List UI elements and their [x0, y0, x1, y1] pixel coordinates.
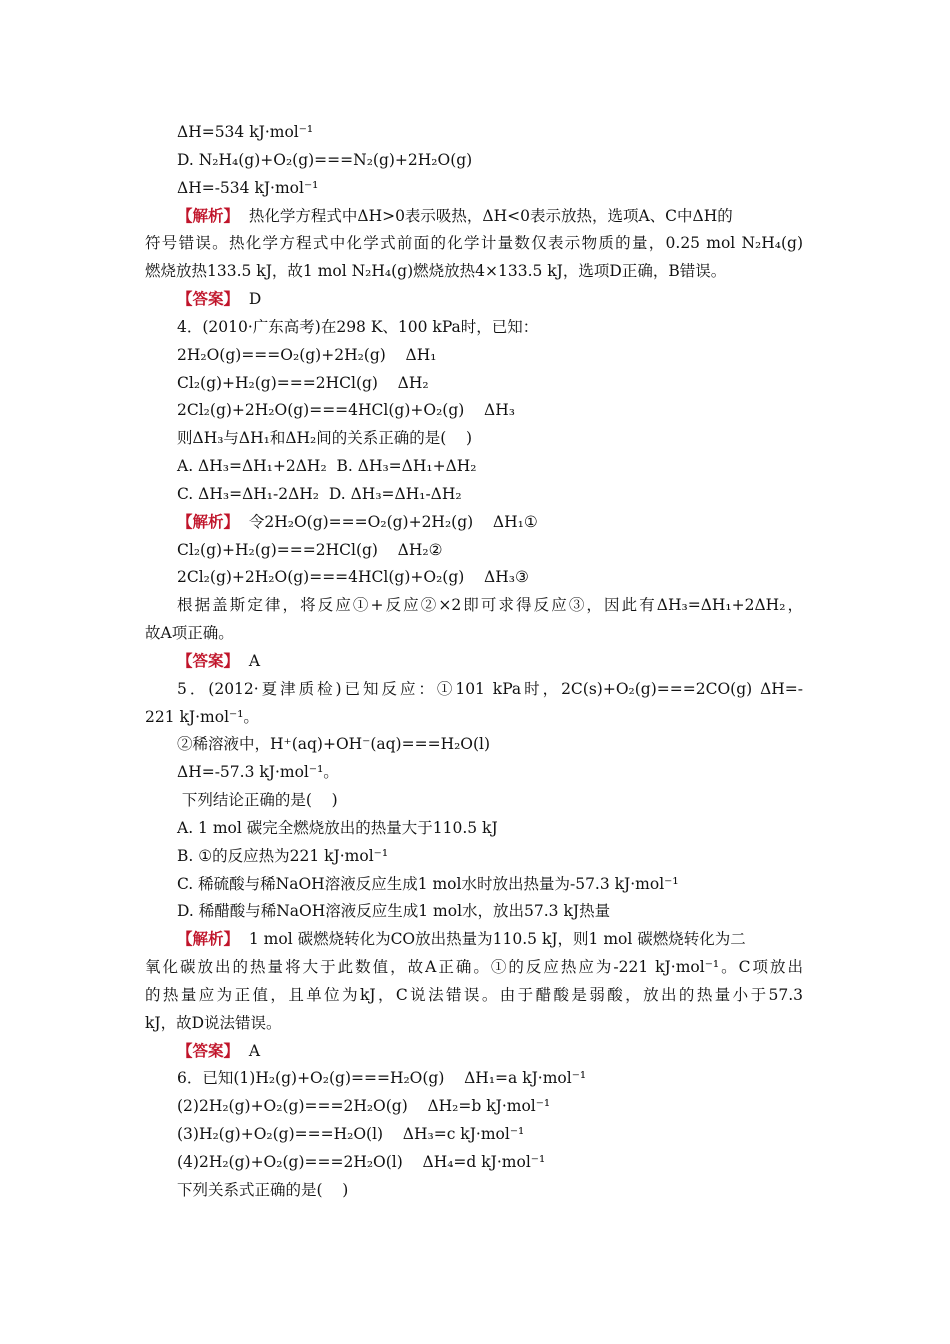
text-line: 的热量应为正值，且单位为kJ，C说法错误。由于醋酸是弱酸，放出的热量小于57.3 [145, 986, 803, 1004]
answer-text: D [239, 290, 262, 308]
text-line: ΔH=-534 kJ·mol⁻¹ [177, 179, 319, 197]
analysis-line [177, 929, 746, 949]
answer-line [177, 1041, 260, 1061]
answer-text: A [239, 1042, 261, 1060]
answer-line [177, 289, 261, 309]
analysis-tag: 【解析】 [177, 206, 240, 225]
analysis-text: 热化学方程式中ΔH>0表示吸热，ΔH<0表示放热，选项A、C中ΔH的 [239, 207, 733, 225]
analysis-tag: 【解析】 [177, 929, 240, 948]
answer-tag: 【答案】 [177, 651, 240, 670]
text-line: 则ΔH₃与ΔH₁和ΔH₂间的关系正确的是( ) [177, 429, 473, 447]
text-line: ΔH=534 kJ·mol⁻¹ [177, 123, 314, 141]
option-d: D. N₂H₄(g)+O₂(g)===N₂(g)+2H₂O(g) [177, 151, 473, 169]
text-line: ②稀溶液中，H⁺(aq)+OH⁻(aq)===H₂O(l) [177, 735, 491, 753]
analysis-text: 1 mol 碳燃烧转化为CO放出热量为110.5 kJ，则1 mol 碳燃烧转化为二 [239, 930, 746, 948]
question-4: 4．(2010·广东高考)在298 K、100 kPa时，已知： [177, 318, 539, 336]
equation-line: (4)2H₂(g)+O₂(g)===2H₂O(l) ΔH₄=d kJ·mol⁻¹ [177, 1153, 546, 1171]
option-b: B. ①的反应热为221 kJ·mol⁻¹ [177, 847, 389, 865]
text-line: ΔH=-57.3 kJ·mol⁻¹。 [177, 763, 339, 781]
answer-text: A [239, 652, 261, 670]
answer-tag: 【答案】 [177, 289, 240, 308]
text-line: 下列关系式正确的是( ) [177, 1181, 349, 1199]
text-line: kJ，故D说法错误。 [145, 1014, 282, 1032]
options-line: A. ΔH₃=ΔH₁+2ΔH₂ B. ΔH₃=ΔH₁+ΔH₂ [177, 457, 477, 475]
option-c: C. 稀硫酸与稀NaOH溶液反应生成1 mol水时放出热量为-57.3 kJ·mol⁻¹ [177, 875, 679, 893]
analysis-text: 令2H₂O(g)===O₂(g)+2H₂(g) ΔH₁① [239, 513, 538, 531]
analysis-line [177, 512, 538, 532]
text-line: 根据盖斯定律，将反应①+反应②×2即可求得反应③，因此有ΔH₃=ΔH₁+2ΔH₂， [177, 596, 803, 614]
equation-line: Cl₂(g)+H₂(g)===2HCl(g) ΔH₂② [177, 541, 443, 559]
equation-line: Cl₂(g)+H₂(g)===2HCl(g) ΔH₂ [177, 374, 429, 392]
options-line: C. ΔH₃=ΔH₁-2ΔH₂ D. ΔH₃=ΔH₁-ΔH₂ [177, 485, 462, 503]
question-6: 6．已知(1)H₂(g)+O₂(g)===H₂O(g) ΔH₁=a kJ·mol⁻¹ [177, 1069, 587, 1087]
equation-line: (3)H₂(g)+O₂(g)===H₂O(l) ΔH₃=c kJ·mol⁻¹ [177, 1125, 525, 1143]
analysis-tag: 【解析】 [177, 512, 240, 531]
text-line: 燃烧放热133.5 kJ，故1 mol N₂H₄(g)燃烧放热4×133.5 kJ，选项D正确，B错误。 [145, 262, 727, 280]
option-d: D. 稀醋酸与稀NaOH溶液反应生成1 mol水，放出57.3 kJ热量 [177, 902, 611, 920]
text-line: 故A项正确。 [145, 624, 234, 642]
option-a: A. 1 mol 碳完全燃烧放出的热量大于110.5 kJ [177, 819, 498, 837]
text-line: 221 kJ·mol⁻¹。 [145, 708, 259, 726]
answer-line [177, 651, 260, 671]
analysis-line [177, 206, 733, 226]
text-line: 下列结论正确的是( ) [177, 791, 338, 809]
equation-line: 2H₂O(g)===O₂(g)+2H₂(g) ΔH₁ [177, 346, 437, 364]
equation-line: (2)2H₂(g)+O₂(g)===2H₂O(g) ΔH₂=b kJ·mol⁻¹ [177, 1097, 551, 1115]
answer-tag: 【答案】 [177, 1041, 240, 1060]
equation-line: 2Cl₂(g)+2H₂O(g)===4HCl(g)+O₂(g) ΔH₃ [177, 401, 515, 419]
text-line: 符号错误。热化学方程式中化学式前面的化学计量数仅表示物质的量，0.25 mol N₂H₄(g) [145, 234, 803, 252]
text-line: 氧化碳放出的热量将大于此数值，故A正确。①的反应热应为-221 kJ·mol⁻¹。C项放出 [145, 958, 803, 976]
question-5: 5．(2012·夏津质检)已知反应：①101 kPa时，2C(s)+O₂(g)===2CO(g) ΔH=- [177, 680, 803, 698]
equation-line: 2Cl₂(g)+2H₂O(g)===4HCl(g)+O₂(g) ΔH₃③ [177, 568, 529, 586]
